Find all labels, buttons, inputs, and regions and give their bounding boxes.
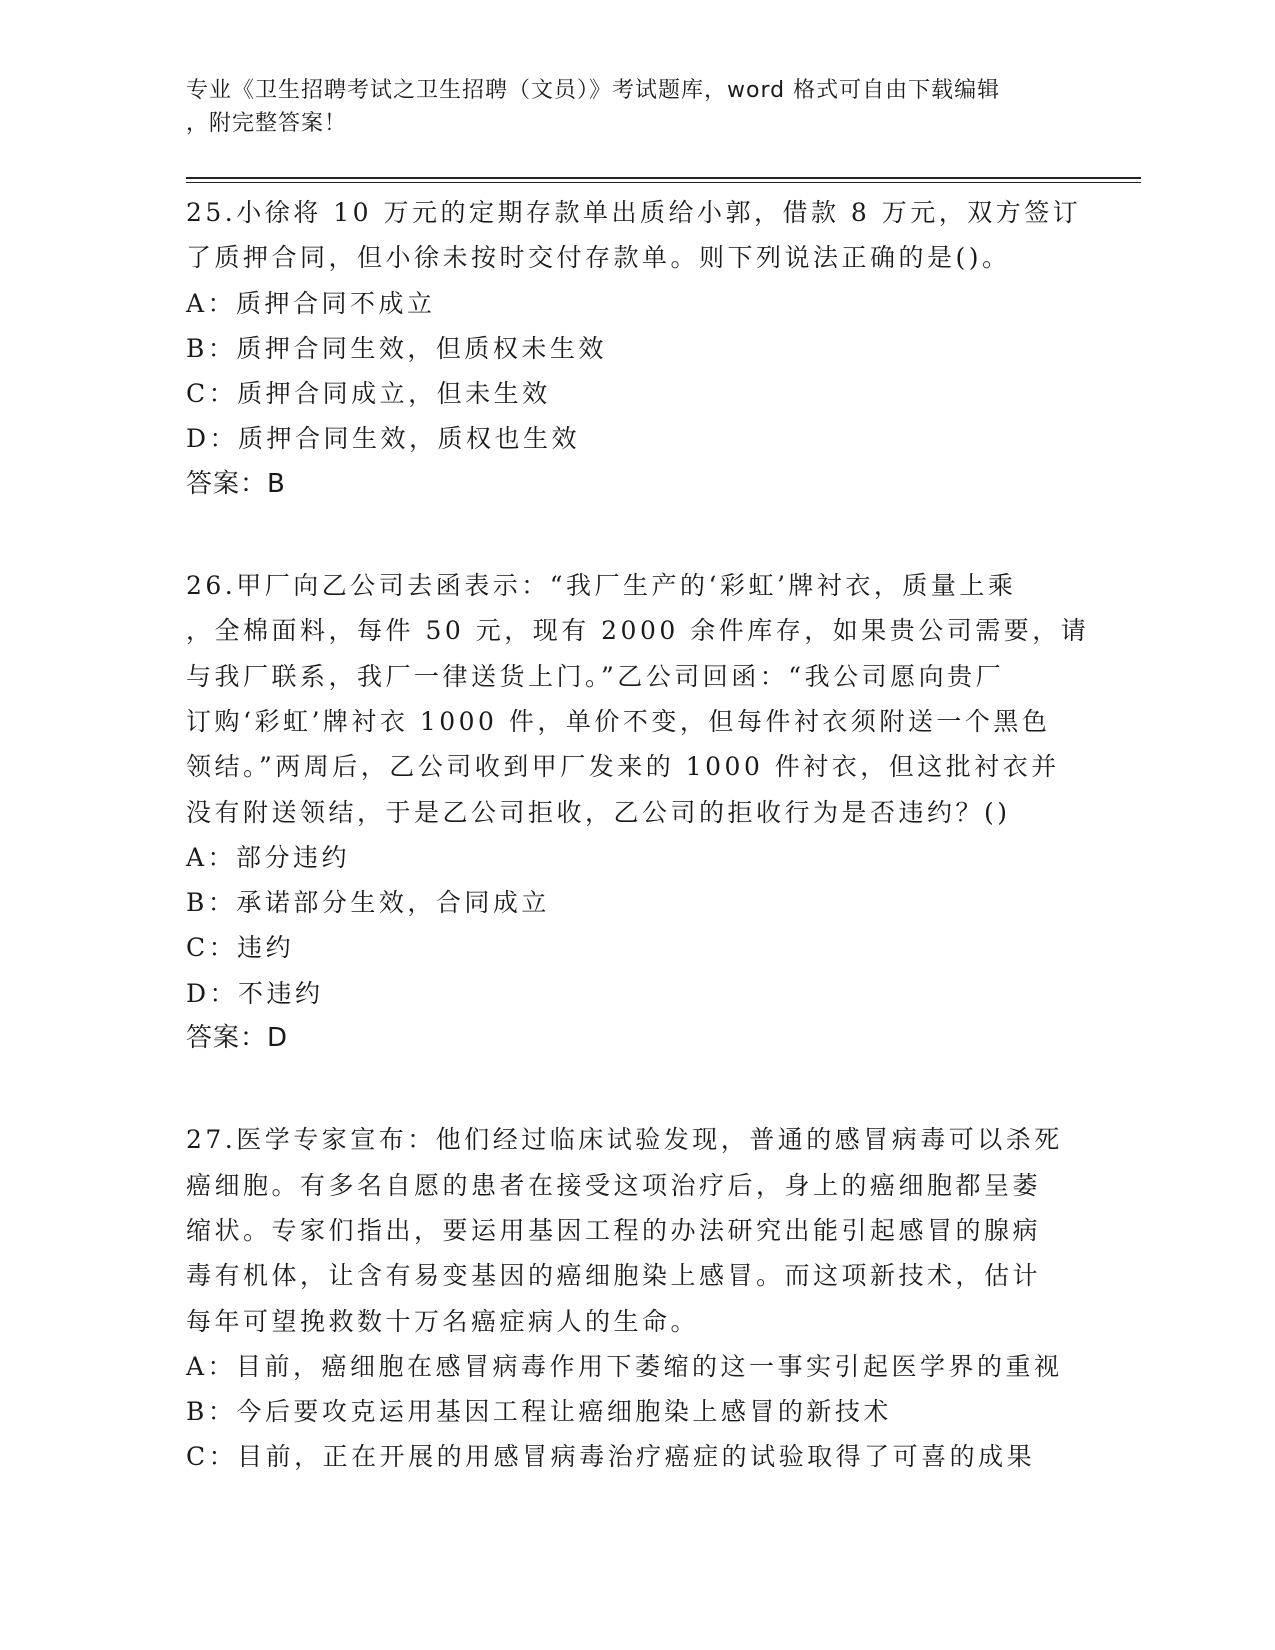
header-rule-thick bbox=[186, 177, 1141, 179]
option-a: A：质押合同不成立 bbox=[186, 288, 436, 318]
answer-label: 答案：D bbox=[186, 1023, 289, 1054]
option-d: D：不违约 bbox=[186, 978, 324, 1008]
question-stem-line: 缩状。专家们指出，要运用基因工程的办法研究出能引起感冒的腺病 bbox=[186, 1215, 1042, 1245]
question-stem-line: 癌细胞。有多名自愿的患者在接受这项治疗后，身上的癌细胞都呈萎 bbox=[186, 1170, 1042, 1200]
option-c: C：目前，正在开展的用感冒病毒治疗癌症的试验取得了可喜的成果 bbox=[186, 1442, 1036, 1472]
document-header bbox=[186, 74, 1066, 140]
question-26 bbox=[186, 563, 1090, 1061]
question-25 bbox=[186, 190, 1082, 507]
header-line: ，附完整答案！ bbox=[186, 111, 348, 136]
question-stem-line: 领结。”两周后，乙公司收到甲厂发来的 1000 件衬衣，但这批衬衣并 bbox=[186, 752, 1060, 782]
option-b: B：承诺部分生效，合同成立 bbox=[186, 888, 550, 918]
question-stem-line: 订购‘彩虹’牌衬衣 1000 件，单价不变，但每件衬衣须附送一个黑色 bbox=[186, 706, 1051, 736]
option-d: D：质押合同生效，质权也生效 bbox=[186, 424, 581, 454]
question-stem-line: 27.医学专家宣布：他们经过临床试验发现，普通的感冒病毒可以杀死 bbox=[186, 1125, 1063, 1155]
header-rule-thin bbox=[186, 182, 1141, 183]
question-27 bbox=[186, 1117, 1076, 1479]
question-stem-line: 25.小徐将 10 万元的定期存款单出质给小郭，借款 8 万元，双方签订 bbox=[186, 198, 1082, 227]
question-stem-line: 没有附送领结，于是乙公司拒收，乙公司的拒收行为是否违约？() bbox=[186, 797, 1011, 827]
question-stem-line: 26.甲厂向乙公司去函表示：“我厂生产的‘彩虹’牌衬衣，质量上乘 bbox=[186, 571, 1017, 601]
question-stem-line: 与我厂联系，我厂一律送货上门。”乙公司回函：“我公司愿向贵厂 bbox=[186, 661, 1005, 691]
option-c: C：违约 bbox=[186, 933, 295, 963]
option-c: C：质押合同成立，但未生效 bbox=[186, 379, 551, 409]
option-a: A：部分违约 bbox=[186, 842, 351, 872]
option-b: B：今后要攻克运用基因工程让癌细胞染上感冒的新技术 bbox=[186, 1397, 892, 1427]
option-b: B：质押合同生效，但质权未生效 bbox=[186, 333, 607, 363]
question-list bbox=[186, 190, 1090, 1536]
question-stem-line: 每年可望挽救数十万名癌症病人的生命。 bbox=[186, 1306, 700, 1336]
option-a: A：目前，癌细胞在感冒病毒作用下萎缩的这一事实引起医学界的重视 bbox=[186, 1351, 1063, 1381]
question-stem-line: 了质押合同，但小徐未按时交付存款单。则下列说法正确的是()。 bbox=[186, 243, 1011, 273]
header-line: 专业《卫生招聘考试之卫生招聘（文员）》考试题库，word 格式可自由下载编辑 bbox=[186, 78, 1001, 103]
question-stem-line: ，全棉面料，每件 50 元，现有 2000 余件库存，如果贵公司需要，请 bbox=[186, 616, 1090, 646]
question-stem-line: 毒有机体，让含有易变基因的癌细胞染上感冒。而这项新技术，估计 bbox=[186, 1261, 1042, 1291]
answer-label: 答案：B bbox=[186, 468, 286, 499]
